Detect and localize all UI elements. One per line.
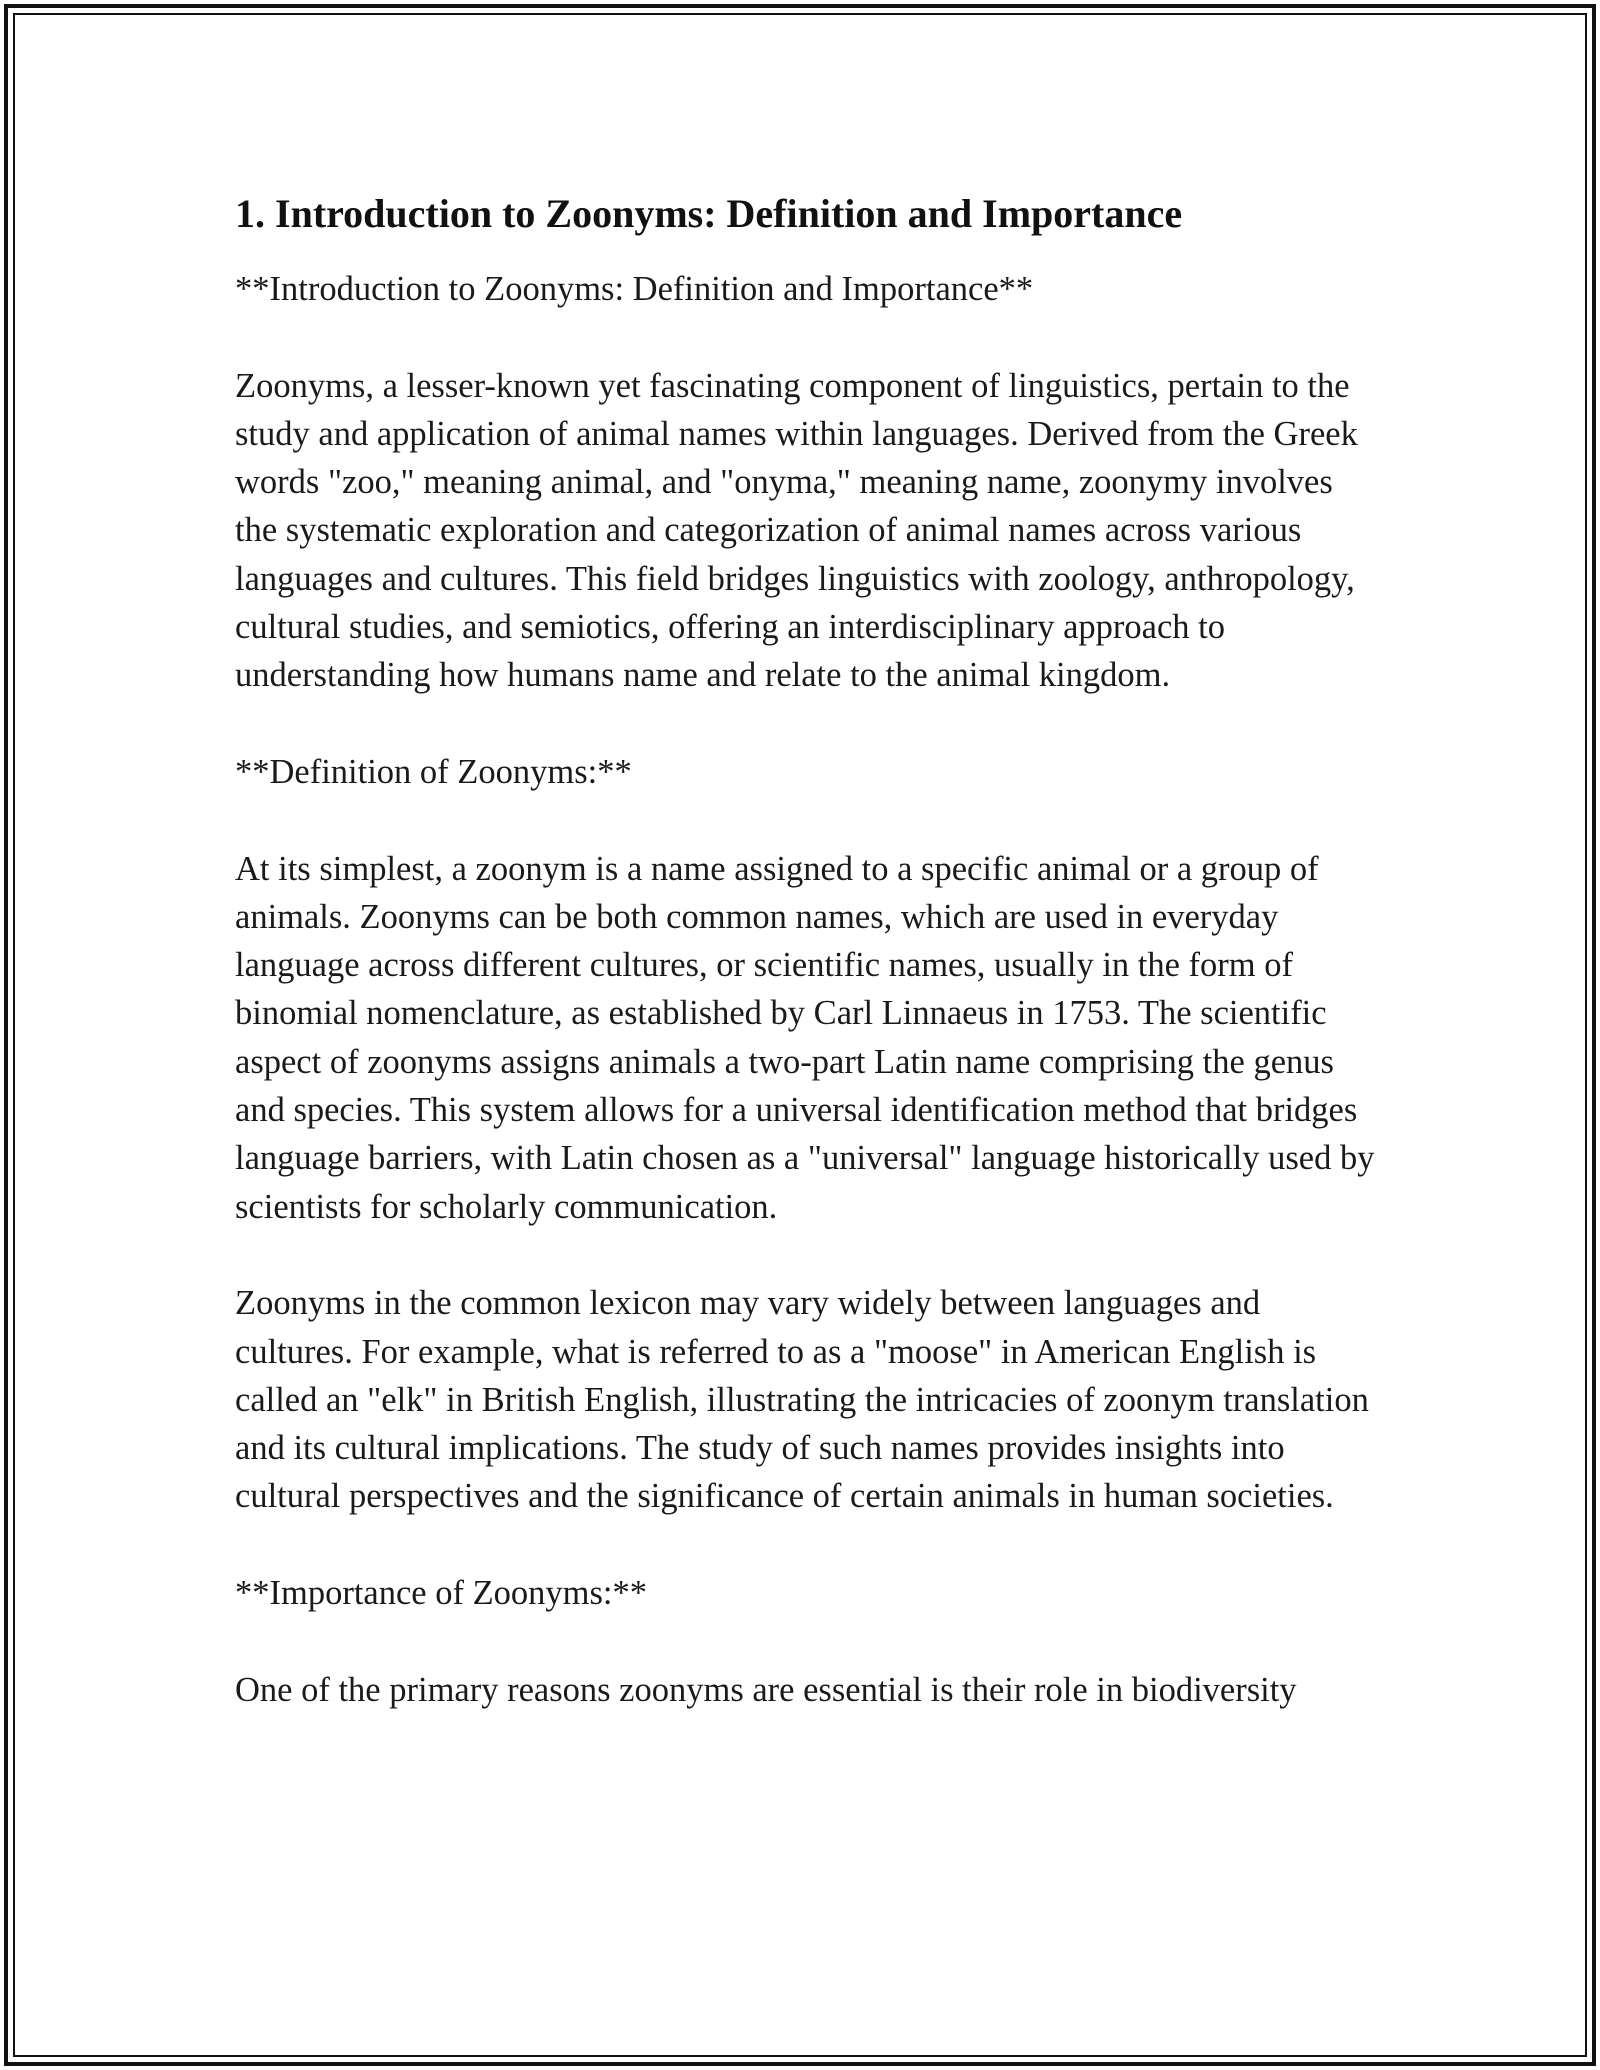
importance-paragraph: One of the primary reasons zoonyms are essential is their role in biodiversity <box>235 1670 1297 1709</box>
intro-bold-title: **Introduction to Zoonyms: Definition and Importance** <box>235 270 1034 308</box>
section-heading: 1. Introduction to Zoonyms: Definition and Importance <box>235 191 1183 236</box>
definition-subheading: **Definition of Zoonyms:** <box>235 752 632 791</box>
importance-subheading: **Importance of Zoonyms:** <box>235 1574 647 1613</box>
common-lexicon-paragraph: Zoonyms in the common lexicon may vary widely between languages and cultures. For example, what is referred to as a "moose" in American English is called an "elk" in British English, illustrating the intricacies of zoonym translation and its cultural implications. The study of such names provides insights into cultural perspectives and the significance of certain animals in human societies. <box>235 1284 1369 1516</box>
document-body <box>235 186 1375 1714</box>
definition-paragraph: At its simplest, a zoonym is a name assigned to a specific animal or a group of animals. Zoonyms can be both common names, which are used in everyday language across different cultures, or scientific names, usually in the form of binomial nomenclature, as established by Carl Linnaeus in 1753. The scientific aspect of zoonyms assigns animals a two-part Latin name comprising the genus and species. This system allows for a universal identification method that bridges language barriers, with Latin chosen as a "universal" language historically used by scientists for scholarly communication. <box>235 849 1375 1226</box>
intro-paragraph: Zoonyms, a lesser-known yet fascinating component of linguistics, pertain to the study and application of animal names within languages. Derived from the Greek words "zoo," meaning animal, and "onyma," meaning name, zoonymy involves the systematic exploration and categorization of animal names across various languages and cultures. This field bridges linguistics with zoology, anthropology, cultural studies, and semiotics, offering an interdisciplinary approach to understanding how humans name and relate to the animal kingdom. <box>235 366 1358 695</box>
